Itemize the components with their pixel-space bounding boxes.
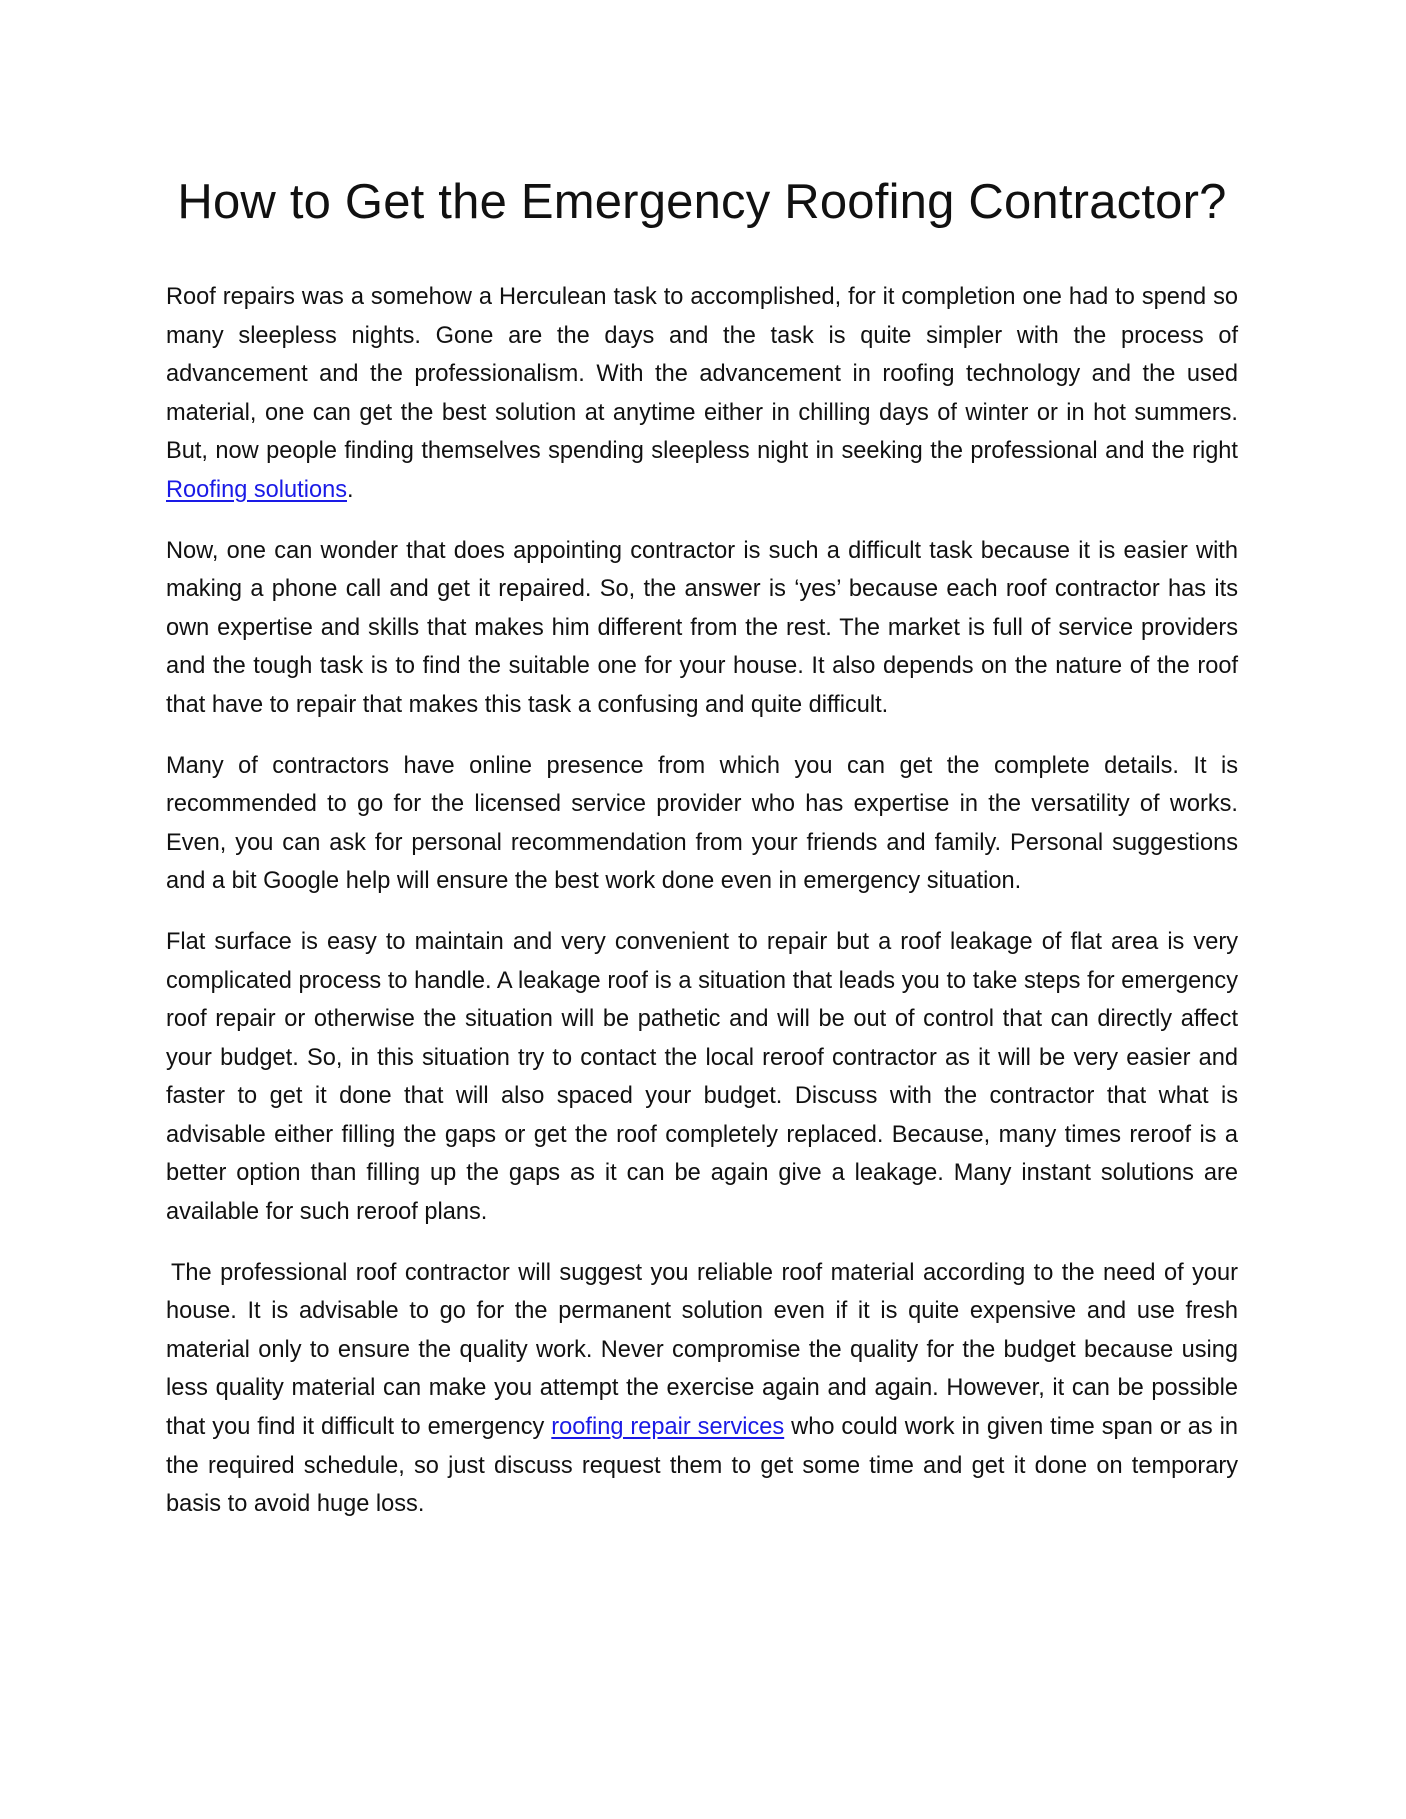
paragraph-1 <box>166 278 1238 510</box>
paragraph-4: Flat surface is easy to maintain and very convenient to repair but a roof leakage of flat area is very complicated process to handle. A leakage roof is a situation that leads you to take steps for emergency roof repair or otherwise the situation will be pathetic and will be out of control that can directly affect your budget. So, in this situation try to contact the local reroof contractor as it will be very easier and faster to get it done that will also spaced your budget. Discuss with the contractor that what is advisable either filling the gaps or get the roof completely replaced. Because, many times reroof is a better option than filling up the gaps as it can be again give a leakage. Many instant solutions are available for such reroof plans. <box>166 928 1238 1226</box>
paragraph-5 <box>166 1254 1238 1524</box>
roofing-repair-services-link[interactable]: roofing repair services <box>551 1414 785 1441</box>
paragraph-1-text: Roof repairs was a somehow a Herculean task to accomplished, for it completion one had to spend so many sleepless nights. Gone are the days and the task is quite simpler with the process of advancement and the professionalism. With the advancement in roofing technology and the used material, one can get the best solution at anytime either in chilling days of winter or in hot summers. But, now people finding themselves spending sleepless night in seeking the professional and the right <box>166 284 1238 465</box>
document-body <box>166 278 1238 1524</box>
document-title: How to Get the Emergency Roofing Contractor? <box>177 175 1227 229</box>
roofing-solutions-link[interactable]: Roofing solutions <box>166 476 347 503</box>
paragraph-3: Many of contractors have online presence from which you can get the complete details. It is recommended to go for the licensed service provider who has expertise in the versatility of works. Even, you can ask for personal recommendation from your friends and family. Personal suggestions and a bit Google help will ensure the best work done even in emergency situation. <box>166 752 1238 895</box>
paragraph-2: Now, one can wonder that does appointing contractor is such a difficult task because it is easier with making a phone call and get it repaired. So, the answer is ‘yes’ because each roof contractor has its own expertise and skills that makes him different from the rest. The market is full of service providers and the tough task is to find the suitable one for your house. It also depends on the nature of the roof that have to repair that makes this task a confusing and quite difficult. <box>166 537 1238 718</box>
document-page <box>166 170 1238 1546</box>
paragraph-5-end: who could work in given time span or as in the required schedule, so just discuss request them to get some time and get it done on temporary basis to avoid huge loss. <box>166 1414 1238 1518</box>
paragraph-1-end: . <box>347 476 354 503</box>
paragraph-5-text: The professional roof contractor will suggest you reliable roof material according to the need of your house. It is advisable to go for the permanent solution even if it is quite expensive and use fresh material only to ensure the quality work. Never compromise the quality for the budget because using less quality material can make you attempt the exercise again and again. However, it can be possible that you find it difficult to emergency <box>166 1259 1238 1441</box>
